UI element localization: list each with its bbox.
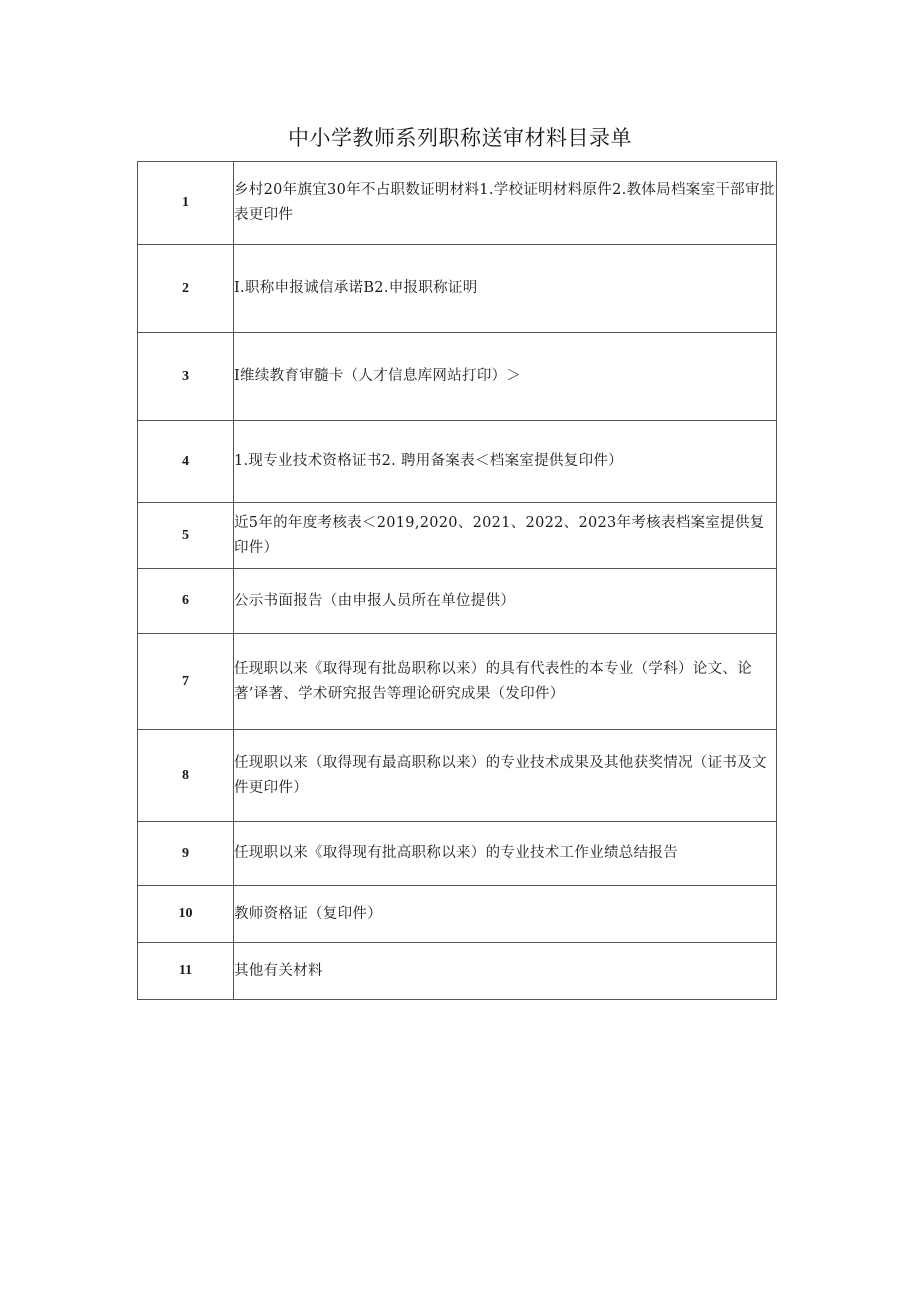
row-description: 任现职以来《取得现有批岛职称以来）的具有代表性的本专业（学科）论文、论著’译著、学术研究报告等理论研究成果（发印件）: [234, 634, 777, 730]
row-number: 1: [138, 162, 234, 245]
row-description: 任现职以来《取得现有批高职称以来）的专业技术工作业绩总结报告: [234, 822, 777, 886]
page-title: 中小学教师系列职称送审材料目录单: [288, 126, 632, 150]
materials-table: [137, 161, 777, 1000]
row-description: 近5年的年度考核表＜2019,2020、2021、2022、2023年考核表档案室提供复印件）: [234, 503, 777, 569]
row-number: 5: [138, 503, 234, 569]
row-description: 公示书面报告（由申报人员所在单位提供）: [234, 569, 777, 634]
row-description: I维续教育审髓卡（人才信息库网站打印）＞: [234, 333, 777, 421]
row-number: 10: [138, 886, 234, 943]
table-row: [138, 333, 777, 421]
row-number: 4: [138, 421, 234, 503]
table-row: [138, 569, 777, 634]
table-row: [138, 245, 777, 333]
row-number: 2: [138, 245, 234, 333]
row-number: 7: [138, 634, 234, 730]
row-number: 9: [138, 822, 234, 886]
row-description: 1.现专业技术资格证书2. 聘用备案表＜档案室提供复印件）: [234, 421, 777, 503]
table-row: [138, 162, 777, 245]
row-number: 11: [138, 943, 234, 1000]
row-number: 8: [138, 730, 234, 822]
table-row: [138, 634, 777, 730]
table-row: [138, 886, 777, 943]
table-row: [138, 943, 777, 1000]
row-description: 乡村20年旗宜30年不占职数证明材料1.学校证明材料原件2.教体局档案室干部审批表更印件: [234, 162, 777, 245]
row-description: I.职称申报诚信承诺B2.申报职称证明: [234, 245, 777, 333]
row-description: 其他有关材料: [234, 943, 777, 1000]
table-row: [138, 730, 777, 822]
row-description: 教师资格证（复印件）: [234, 886, 777, 943]
row-description: 任现职以来（取得现有最高职称以来）的专业技术成果及其他获奖情况（证书及文件更印件）: [234, 730, 777, 822]
row-number: 3: [138, 333, 234, 421]
table-row: [138, 421, 777, 503]
table-row: [138, 822, 777, 886]
row-number: 6: [138, 569, 234, 634]
table-row: [138, 503, 777, 569]
